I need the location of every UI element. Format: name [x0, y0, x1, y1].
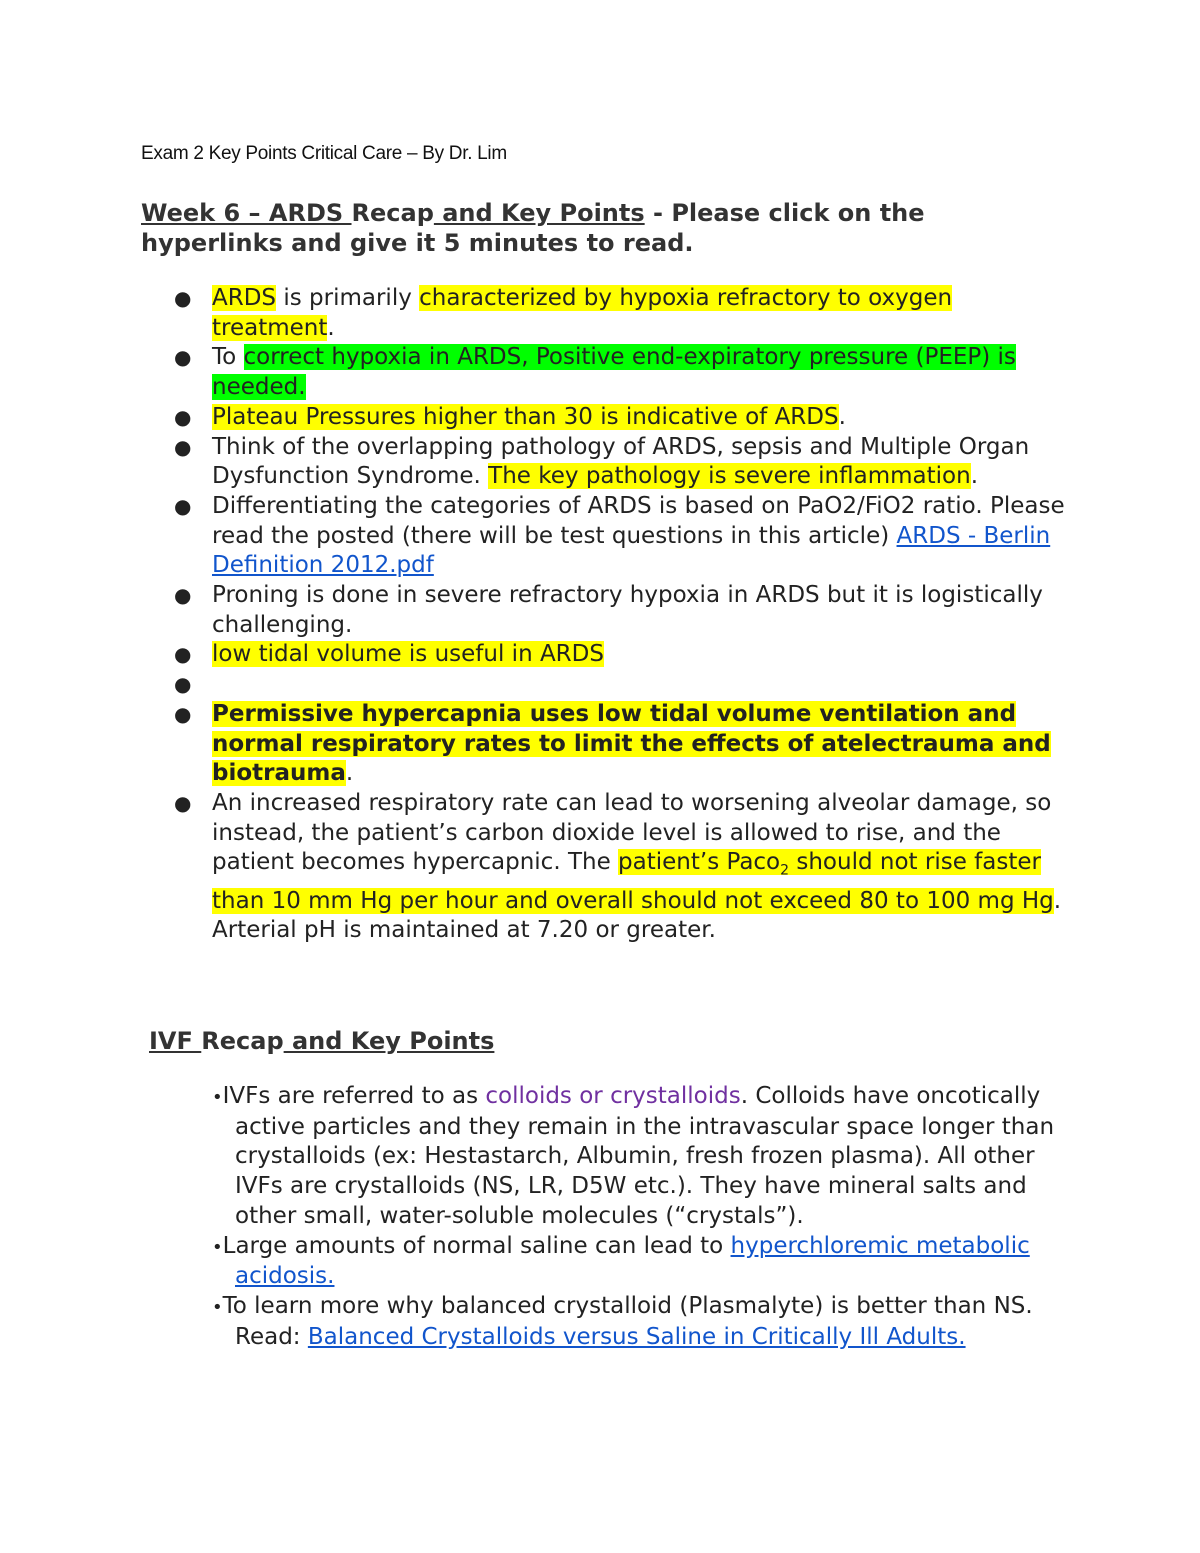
ards-bullet-list — [174, 284, 1074, 946]
list-item — [197, 1232, 1075, 1292]
text: . — [970, 463, 978, 490]
heading-key-points: and Key Points — [433, 199, 645, 227]
highlighted-text: low tidal volume is useful in ARDS — [212, 641, 604, 668]
bullet-icon: ● — [174, 286, 192, 310]
list-item — [174, 433, 1072, 492]
text: should not rise faster than 10 mm Hg per hour and overall should not exceed 80 to 100 mg Hg — [212, 849, 1054, 914]
ivf-bullet-list — [197, 1082, 1097, 1352]
heading-recap: Recap — [351, 199, 434, 227]
text: Large amounts of normal saline can lead to — [222, 1232, 731, 1259]
text: patient’s Paco — [618, 849, 781, 876]
bullet-icon: ● — [174, 434, 192, 459]
purple-text: colloids or crystalloids — [485, 1083, 741, 1109]
highlighted-text: ARDS — [212, 285, 277, 311]
hyperchloremic-acidosis-link[interactable]: hyperchloremic metabolic acidosis. — [235, 1232, 1030, 1290]
heading-recap: Recap — [201, 1027, 284, 1055]
text: Think of the overlapping pathology of ARDS, sepsis and Multiple Organ Dysfunction Syndrome. — [212, 433, 1030, 490]
bullet-icon: ● — [174, 642, 192, 667]
list-item — [197, 1082, 1075, 1232]
highlighted-text: correct hypoxia in ARDS, Positive end-expiratory pressure (PEEP) is needed. — [212, 344, 1016, 401]
list-item — [197, 1292, 1075, 1352]
text: . Arterial pH is maintained at 7.20 or greater. — [212, 887, 1062, 944]
text: IVFs are referred to as — [222, 1083, 486, 1109]
bullet-icon: ● — [174, 404, 192, 429]
text: An increased respiratory rate can lead to worsening alveolar damage, so instead, the patient’s carbon dioxide level is allowed to rise, and the patient becomes hypercapnic. The — [212, 789, 1052, 876]
heading-ivf: IVF — [149, 1027, 202, 1055]
list-item — [174, 789, 1072, 946]
text: . — [345, 760, 354, 787]
text: Differentiating the categories of ARDS is based on PaO2/FiO2 ratio. Please read the posted (there will be test questions in this article) — [212, 492, 1065, 549]
list-item — [174, 343, 1072, 402]
text: is primarily — [276, 285, 420, 311]
list-item — [174, 581, 1072, 640]
text: To — [212, 344, 244, 371]
bullet-icon: • — [212, 1087, 223, 1108]
bullet-icon: ● — [174, 583, 192, 608]
bullet-icon: ● — [174, 493, 192, 518]
bullet-icon: • — [212, 1296, 223, 1318]
subscript: 2 — [780, 862, 790, 879]
text: . — [838, 403, 846, 430]
list-item — [174, 492, 1072, 581]
text: To learn more why balanced crystalloid (Plasmalyte) is better than NS. Read: — [222, 1292, 1033, 1350]
ards-section-heading — [141, 198, 1041, 258]
heading-instruction: - Please click on the hyperlinks and give it 5 minutes to read. — [141, 199, 925, 257]
bullet-icon: ● — [174, 345, 192, 370]
text: . — [327, 314, 335, 341]
list-item-empty — [174, 670, 1072, 700]
highlighted-text: characterized by hypoxia refractory to oxygen treatment — [212, 285, 953, 341]
ivf-section-heading — [149, 1026, 494, 1056]
heading-week-ards: Week 6 – ARDS — [141, 199, 352, 227]
list-item — [174, 700, 1072, 789]
list-item — [174, 640, 1072, 670]
highlighted-text: The key pathology is severe inflammation — [488, 463, 971, 490]
list-item — [174, 403, 1072, 433]
balanced-crystalloids-link[interactable]: Balanced Crystalloids versus Saline in Critically Ill Adults. — [307, 1323, 966, 1350]
text: Proning is done in severe refractory hypoxia in ARDS but it is logistically challenging. — [212, 582, 1043, 638]
document-title: Exam 2 Key Points Critical Care – By Dr. Lim — [141, 143, 507, 164]
text: . Colloids have oncotically active particles and they remain in the intravascular space longer than crystalloids (ex: Hestastarch, Albumin, fresh frozen plasma). All other IVFs are crystalloids (NS, LR, D5W etc.). They have mineral salts and other small, water-soluble molecules (“crystals”). — [235, 1083, 1055, 1229]
bullet-icon: ● — [174, 672, 192, 697]
list-item — [174, 284, 1072, 343]
highlighted-text: Plateau Pressures higher than 30 is indicative of ARDS — [212, 403, 839, 430]
heading-key-points: and Key Points — [283, 1027, 495, 1055]
berlin-definition-link[interactable]: ARDS - Berlin Definition 2012.pdf — [212, 522, 1051, 579]
highlighted-text: Permissive hypercapnia uses low tidal volume ventilation and normal respiratory rates to limit the effects of atelectrauma and biotrauma — [212, 700, 1051, 787]
bullet-icon: • — [212, 1236, 223, 1258]
bullet-icon: ● — [174, 790, 192, 815]
bullet-icon: ● — [174, 701, 192, 726]
